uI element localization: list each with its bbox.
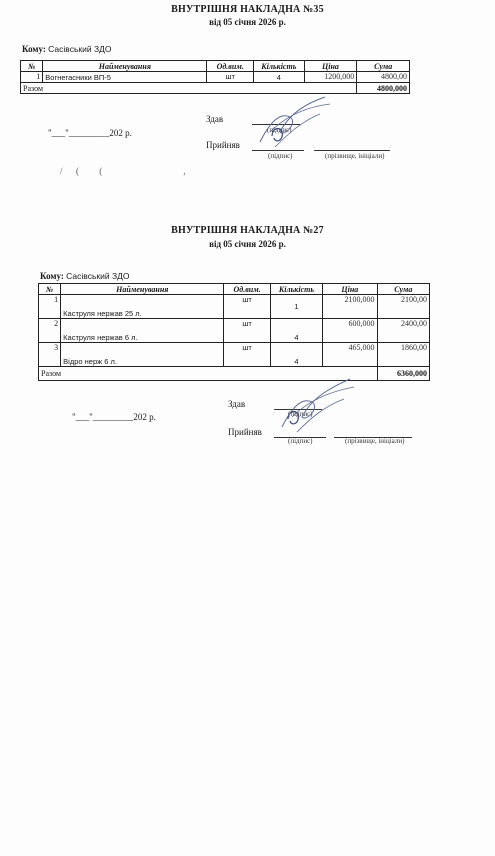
table-row <box>21 72 410 83</box>
invoice-27 <box>0 215 495 475</box>
row-price: 600,000 <box>323 319 377 343</box>
row-unit: шт <box>224 295 270 319</box>
table-row <box>39 295 430 319</box>
received-name-hint: (прізвище, ініціали) <box>345 437 405 445</box>
received-signature-hint: (підпис) <box>288 437 313 445</box>
row-name: Вогнегасники ВП-5 <box>43 72 207 83</box>
header-price: Ціна <box>323 284 377 295</box>
recipient-label: Кому: <box>22 44 46 54</box>
row-number: 1 <box>39 295 61 319</box>
handed-signature-hint: (підпис) <box>267 126 292 134</box>
row-sum: 2400,00 <box>377 319 429 343</box>
table-row <box>39 343 430 367</box>
row-price: 465,000 <box>323 343 377 367</box>
handed-signature-hint: (підпис) <box>288 410 313 418</box>
header-name: Найменування <box>61 284 224 295</box>
header-number: № <box>39 284 61 295</box>
total-value: 6360,000 <box>377 367 429 381</box>
row-sum: 1860,00 <box>377 343 429 367</box>
row-name: Каструля нержав 25 л. <box>61 295 224 319</box>
invoice-35 <box>0 0 495 180</box>
invoice-date: від 05 січня 2026 р. <box>209 239 286 249</box>
row-quantity: 1 <box>270 295 322 319</box>
total-value: 4800,000 <box>357 83 410 94</box>
received-label: Прийняв <box>228 427 262 437</box>
recipient-label: Кому: <box>40 271 64 281</box>
header-unit: Од.вим. <box>207 61 254 72</box>
total-label: Разом <box>39 367 378 381</box>
recipient <box>22 44 111 54</box>
row-unit: шт <box>207 72 254 83</box>
row-sum: 4800,00 <box>357 72 410 83</box>
row-unit: шт <box>224 343 270 367</box>
scan-artifacts: / ( ( , <box>60 166 186 176</box>
header-sum: Сума <box>377 284 429 295</box>
signature-stamp-icon <box>272 373 362 445</box>
received-name-hint: (прізвище, ініціали) <box>325 152 385 160</box>
row-quantity: 4 <box>270 343 322 367</box>
row-sum: 2100,00 <box>377 295 429 319</box>
invoice-title: ВНУТРІШНЯ НАКЛАДНА №35 <box>171 4 324 15</box>
header-unit: Од.вим. <box>224 284 270 295</box>
items-table <box>20 60 410 94</box>
total-row <box>21 83 410 94</box>
header-quantity: Кількість <box>253 61 304 72</box>
header-number: № <box>21 61 43 72</box>
header-sum: Сума <box>357 61 410 72</box>
table-header-row <box>39 284 430 295</box>
row-name: Каструля нержав 6 л. <box>61 319 224 343</box>
row-unit: шт <box>224 319 270 343</box>
recipient-value: Сасівський ЗДО <box>48 44 112 54</box>
date-blank: "___"_________202 р. <box>72 412 156 422</box>
row-number: 3 <box>39 343 61 367</box>
received-label: Прийняв <box>206 140 240 150</box>
recipient <box>40 271 129 281</box>
header-quantity: Кількість <box>270 284 322 295</box>
signature-stamp-icon <box>250 92 340 160</box>
header-name: Найменування <box>43 61 207 72</box>
row-number: 2 <box>39 319 61 343</box>
invoice-title: ВНУТРІШНЯ НАКЛАДНА №27 <box>171 225 324 236</box>
items-table <box>38 283 430 381</box>
header-price: Ціна <box>304 61 357 72</box>
date-blank: "___"_________202 р. <box>48 128 132 138</box>
table-row <box>39 319 430 343</box>
total-label: Разом <box>21 83 357 94</box>
row-price: 2100,000 <box>323 295 377 319</box>
row-price: 1200,000 <box>304 72 357 83</box>
handed-label: Здав <box>206 114 224 124</box>
row-quantity: 4 <box>270 319 322 343</box>
received-signature-hint: (підпис) <box>268 152 293 160</box>
recipient-value: Сасівський ЗДО <box>66 271 130 281</box>
table-header-row <box>21 61 410 72</box>
total-row <box>39 367 430 381</box>
row-name: Відро нерж 6 л. <box>61 343 224 367</box>
handed-label: Здав <box>228 399 246 409</box>
invoice-date: від 05 січня 2026 р. <box>209 17 286 27</box>
row-number: 1 <box>21 72 43 83</box>
row-quantity: 4 <box>253 72 304 83</box>
